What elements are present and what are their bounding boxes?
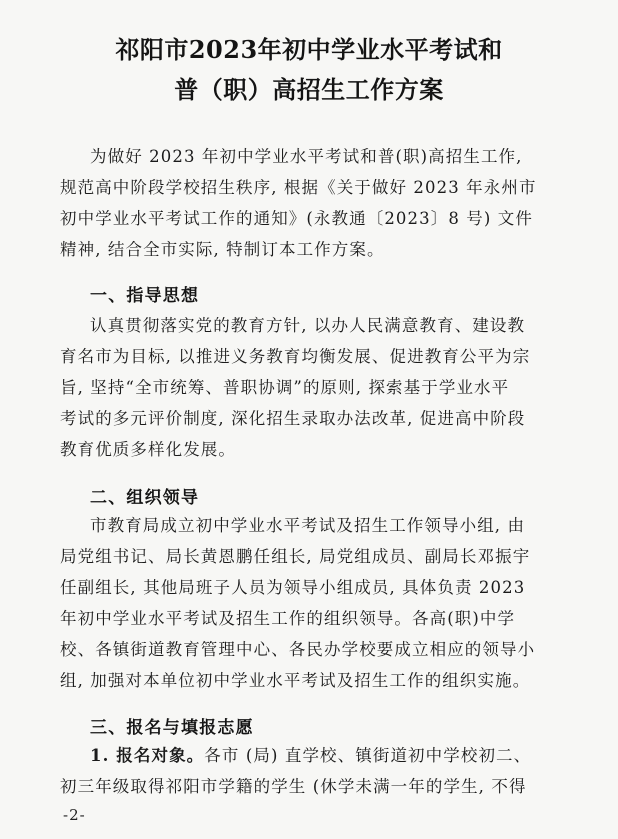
section3-paragraph [60, 740, 556, 802]
item1-text: 各市 (局) 直学校、镇街道初中学校初二、 [204, 746, 532, 765]
section3-line: 初三年级取得祁阳市学籍的学生 (休学未满一年的学生, 不得 [60, 777, 527, 796]
section2-line: 局党组书记、局长黄恩鹏任组长, 局党组成员、副局长邓振宇 [60, 547, 531, 566]
section2-line: 任副组长, 其他局班子人员为领导小组成员, 具体负责 2023 [60, 578, 526, 597]
section1-line: 育名市为目标, 以推进义务教育均衡发展、促进教育公平为宗 [60, 347, 531, 366]
intro-line: 规范高中阶段学校招生秩序, 根据《关于做好 2023 年永州市 [60, 178, 537, 197]
section-heading-registration: 三、报名与填报志愿 [90, 718, 254, 738]
section-heading-organization: 二、组织领导 [90, 488, 200, 508]
intro-line: 精神, 结合全市实际, 特制订本工作方案。 [60, 240, 385, 259]
section1-paragraph [60, 310, 556, 465]
section2-line: 市教育局成立初中学业水平考试及招生工作领导小组, 由 [90, 516, 526, 535]
document-title-line-2: 普（职）高招生工作方案 [174, 75, 444, 104]
section1-line: 认真贯彻落实党的教育方针, 以办人民满意教育、建设教 [90, 316, 526, 335]
section1-line: 旨, 坚持“全市统筹、普职协调”的原则, 探索基于学业水平 [60, 378, 510, 397]
section1-line: 考试的多元评价制度, 深化招生录取办法改革, 促进高中阶段 [60, 409, 526, 428]
item1-label: 1. 报名对象。 [90, 746, 205, 765]
section1-line: 教育优质多样化发展。 [60, 440, 236, 459]
section2-line: 校、各镇街道教育管理中心、各民办学校要成立相应的领导小 [60, 640, 536, 659]
intro-line: 初中学业水平考试工作的通知》(永教通〔2023〕8 号) 文件 [60, 209, 533, 228]
intro-paragraph [60, 141, 556, 265]
section2-paragraph [60, 510, 556, 696]
section-heading-guiding-ideology: 一、指导思想 [90, 286, 200, 306]
page-number: -2- [63, 806, 86, 824]
intro-line: 为做好 2023 年初中学业水平考试和普(职)高招生工作, [90, 147, 523, 166]
section2-line: 组, 加强对本单位初中学业水平考试及招生工作的组织实施。 [60, 671, 531, 690]
section3-first-line [60, 740, 556, 771]
section2-line: 年初中学业水平考试及招生工作的组织领导。各高(职)中学 [60, 609, 516, 628]
document-title-line-1: 祁阳市2023年初中学业水平考试和 [115, 35, 503, 64]
